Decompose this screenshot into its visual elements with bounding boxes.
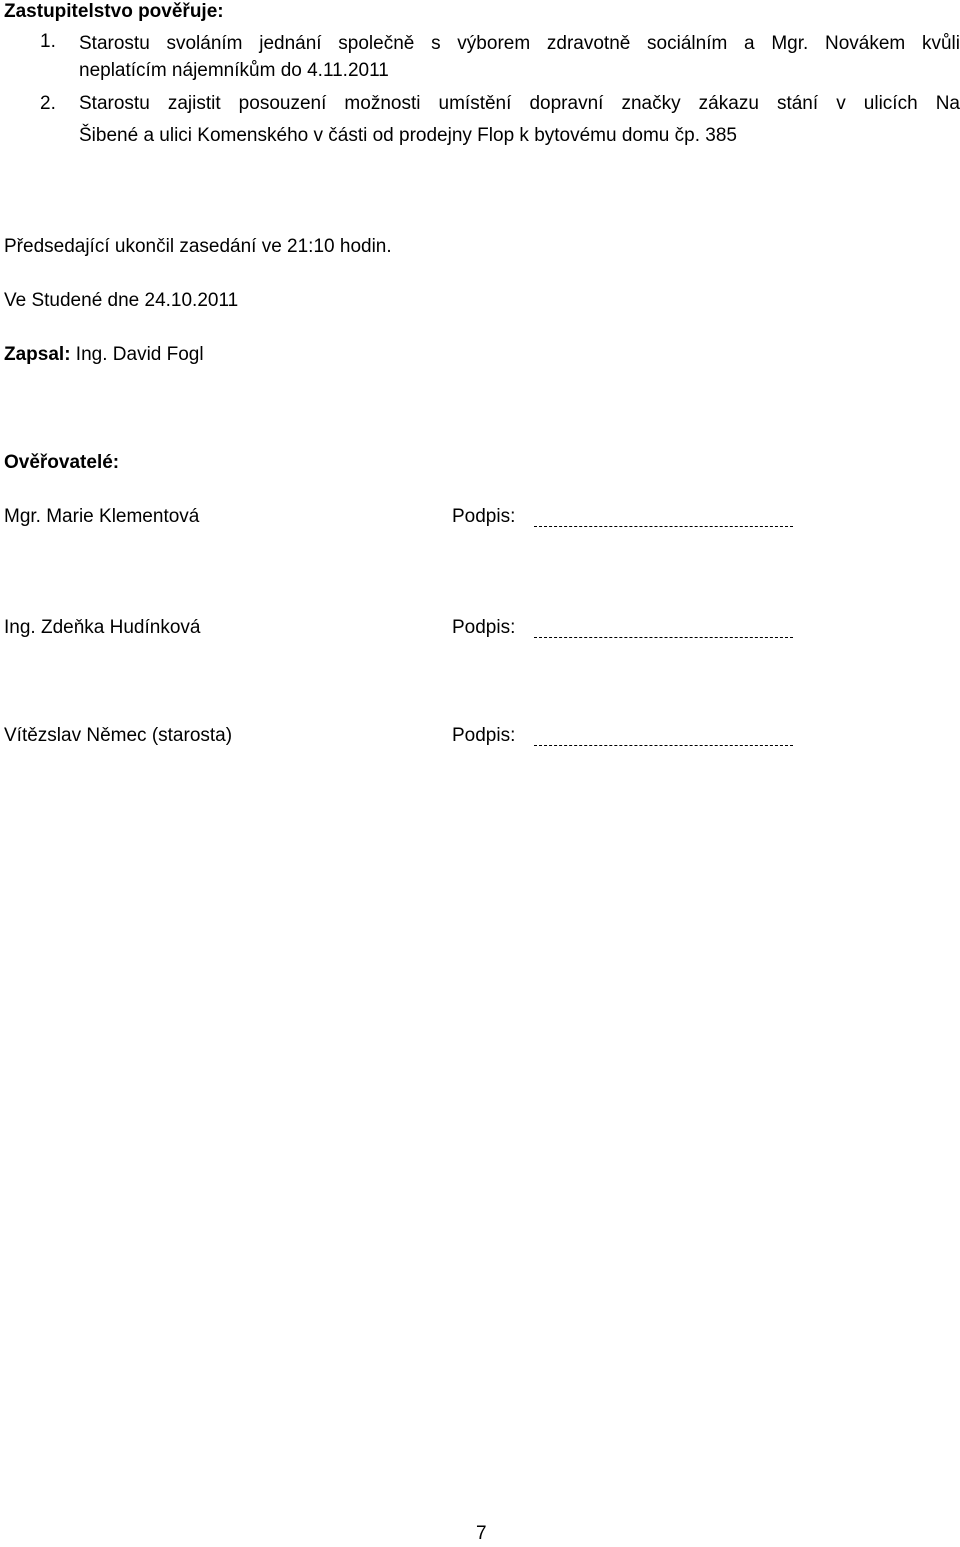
signature-line — [534, 637, 793, 638]
signature-line — [534, 745, 793, 746]
list-item — [40, 31, 960, 85]
verifiers-heading: Ověřovatelé: — [4, 452, 120, 473]
list-item-text-line: Šibené a ulici Komenského v části od prodejny Flop k bytovému domu čp. 385 — [79, 125, 737, 146]
signatory-name: Vítězslav Němec (starosta) — [4, 725, 233, 746]
list-item — [40, 89, 960, 153]
signature-label: Podpis: — [452, 506, 516, 527]
signature-label: Podpis: — [452, 725, 516, 746]
list-item-number: 1. — [40, 31, 56, 52]
closing-statement: Předsedající ukončil zasedání ve 21:10 hodin. — [4, 236, 392, 257]
signatory-name: Mgr. Marie Klementová — [4, 506, 200, 527]
place-date: Ve Studené dne 24.10.2011 — [4, 290, 239, 311]
list-item-number: 2. — [40, 93, 56, 114]
section-heading: Zastupitelstvo pověřuje: — [4, 1, 224, 22]
page-number: 7 — [476, 1523, 487, 1544]
signature-label: Podpis: — [452, 617, 516, 638]
task-list — [40, 31, 960, 153]
recorder — [4, 342, 204, 368]
list-item-text-line: neplatícím nájemníkům do 4.11.2011 — [79, 60, 389, 81]
list-item-text-line: Starostu zajistit posouzení možnosti umístění dopravní značky zákazu stání v ulicích Na — [79, 93, 960, 114]
signatory-name: Ing. Zdeňka Hudínková — [4, 617, 201, 638]
recorder-name: Ing. David Fogl — [70, 344, 204, 365]
signature-line — [534, 526, 793, 527]
list-item-text-line: Starostu svoláním jednání společně s výborem zdravotně sociálním a Mgr. Novákem kvůli — [79, 33, 960, 54]
recorder-label: Zapsal: — [4, 344, 71, 365]
